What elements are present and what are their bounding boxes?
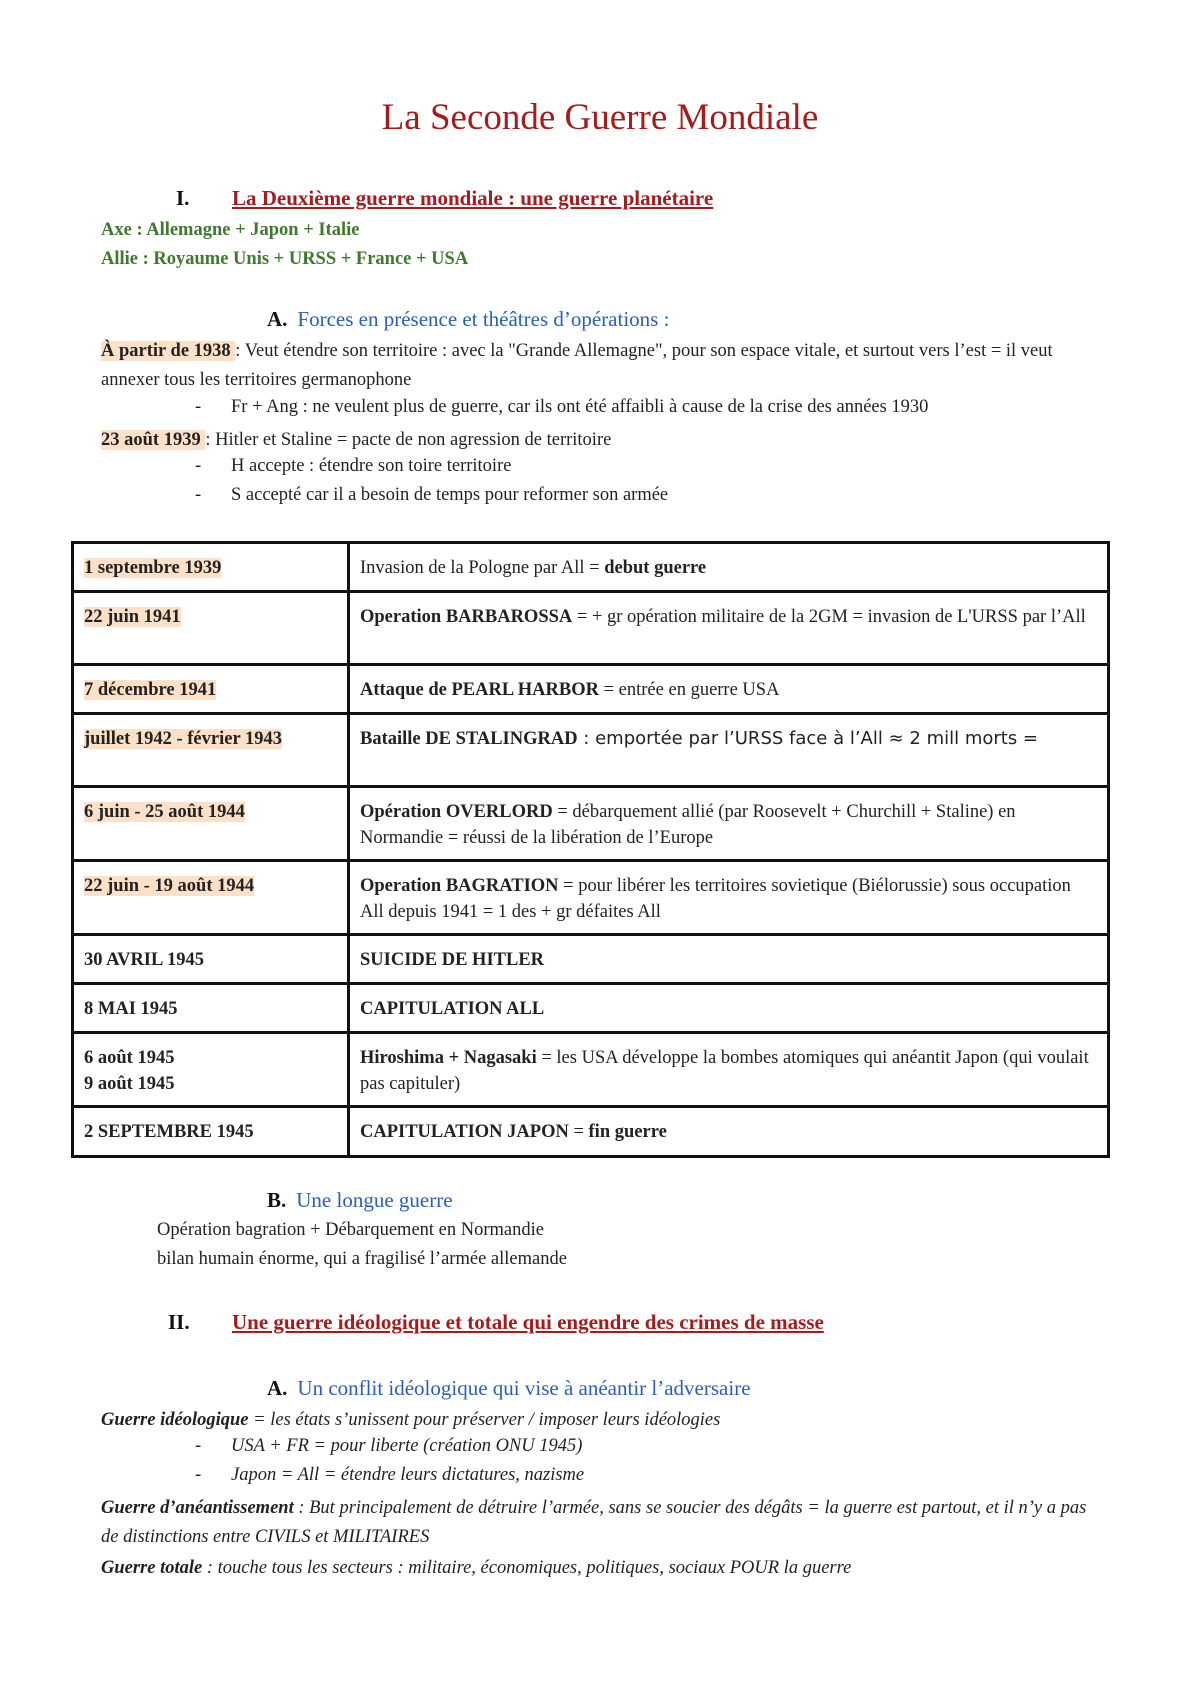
- table-date-cell: 8 MAI 1945: [73, 984, 349, 1033]
- paragraph-1938-text: : Veut étendre son territoire : avec la "Grande Allemagne", pour son espace vitale, et surtout vers l’est = il veut annexer tous les territoires germanophone: [101, 341, 1053, 390]
- table-desc-cell: [349, 592, 1109, 665]
- table-date: 1 septembre 1939: [84, 558, 222, 578]
- table-row: [73, 665, 1109, 714]
- table-date: 6 août 1945: [84, 1048, 175, 1068]
- table-desc-bold: Bataille DE STALINGRAD: [360, 729, 578, 749]
- table-row: [73, 714, 1109, 787]
- bullet-fr-ang-text: Fr + Ang : ne veulent plus de guerre, car ils ont été affaibli à cause de la crise des années 1930: [231, 397, 929, 417]
- bullet-dash: -: [195, 456, 202, 476]
- paragraph-1939-text: : Hitler et Staline = pacte de non agression de territoire: [205, 430, 612, 450]
- paragraph-1939: [101, 426, 1101, 455]
- subsection-1b-title: Une longue guerre: [296, 1188, 453, 1212]
- table-desc-text: = les USA développe la bombes atomiques qui anéantit Japon (qui voulait pas capituler): [360, 1048, 1089, 1094]
- table-row: [73, 592, 1109, 665]
- table-desc-cell: [349, 714, 1109, 787]
- table-desc-bold: debut guerre: [604, 558, 707, 578]
- paragraph-guerre-ideologique-text: = les états s’unissent pour préserver / imposer leurs idéologies: [248, 1410, 721, 1430]
- table-date: 22 juin - 19 août 1944: [84, 876, 255, 896]
- table-row: [73, 543, 1109, 592]
- subsection-1a-heading: [267, 307, 669, 332]
- paragraph-1938: [101, 337, 1101, 395]
- table-desc-bold: Opération OVERLORD: [360, 802, 553, 822]
- bullet-usa-fr-text: USA + FR = pour liberte (création ONU 1945): [231, 1436, 583, 1456]
- subsection-1b-heading: [267, 1188, 453, 1213]
- table-desc-text: = pour libérer les territoires sovietique (Biélorussie) sous occupation All depuis 1941 = 1 des + gr défaites All: [360, 876, 1071, 922]
- subsection-1b-line-2: bilan humain énorme, qui a fragilisé l’armée allemande: [157, 1249, 567, 1269]
- table-row: [73, 935, 1109, 984]
- paragraph-guerre-aneantissement-text: : But principalement de détruire l’armée, sans se soucier des dégâts = la guerre est partout, et il n’y a pas de distinctions entre CIVILS et MILITAIRES: [101, 1498, 1087, 1547]
- page-title: La Seconde Guerre Mondiale: [381, 97, 819, 138]
- table-desc-text: = + gr opération militaire de la 2GM = invasion de L'URSS par l’All: [572, 607, 1086, 627]
- table-date-cell: [73, 665, 349, 714]
- table-desc-text: =: [568, 1122, 589, 1142]
- subsection-1b-letter: B.: [267, 1188, 287, 1212]
- date-highlight-1939: 23 août 1939: [101, 430, 206, 450]
- table-desc-cell: [349, 665, 1109, 714]
- table-desc-bold: Hiroshima + Nagasaki: [360, 1048, 537, 1068]
- paragraph-guerre-totale-text: : touche tous les secteurs : militaire, économiques, politiques, sociaux POUR la guerre: [202, 1558, 852, 1578]
- paragraph-guerre-aneantissement: [101, 1494, 1101, 1552]
- term-guerre-ideologique: Guerre idéologique: [101, 1410, 249, 1430]
- table-desc-bold: Attaque de PEARL HARBOR: [360, 680, 599, 700]
- table-date-cell: [73, 714, 349, 787]
- subsection-2a-title: Un conflit idéologique qui vise à anéantir l’adversaire: [297, 1376, 751, 1400]
- subsection-2a-heading: [267, 1376, 751, 1401]
- bullet-dash: -: [195, 1465, 202, 1485]
- table-desc-cell: [349, 787, 1109, 861]
- bullet-hitler-text: H accepte : étendre son toire territoire: [231, 456, 512, 476]
- allies-line: Allie : Royaume Unis + URSS + France + USA: [101, 249, 469, 269]
- table-date: juillet 1942 - février 1943: [84, 729, 282, 749]
- table-date-2: 9 août 1945: [84, 1074, 175, 1094]
- paragraph-guerre-totale: [101, 1554, 1101, 1583]
- bullet-dash: -: [195, 397, 202, 417]
- table-date-cell: 2 SEPTEMBRE 1945: [73, 1107, 349, 1157]
- bullet-japon-text: Japon = All = étendre leurs dictatures, nazisme: [231, 1465, 585, 1485]
- table-desc-text: = entrée en guerre USA: [598, 680, 780, 700]
- section-2-number: II.: [168, 1310, 190, 1334]
- section-1-number: I.: [176, 186, 190, 210]
- table-desc-bold: CAPITULATION ALL: [360, 999, 545, 1019]
- table-date-cell: [73, 543, 349, 592]
- table-date-cell: [73, 787, 349, 861]
- section-1-title: La Deuxième guerre mondiale : une guerre planétaire: [232, 186, 714, 210]
- paragraph-guerre-ideologique: [101, 1406, 1101, 1435]
- table-date-cell: [73, 592, 349, 665]
- table-desc-bold: Operation BAGRATION: [360, 876, 559, 896]
- table-date: 22 juin 1941: [84, 607, 181, 627]
- term-guerre-totale: Guerre totale: [101, 1558, 203, 1578]
- term-guerre-aneantissement: Guerre d’anéantissement: [101, 1498, 294, 1518]
- table-row: [73, 1033, 1109, 1107]
- subsection-1a-title: Forces en présence et théâtres d’opérations :: [297, 307, 670, 331]
- table-date-cell: [73, 1033, 349, 1107]
- table-desc-text: = débarquement allié (par Roosevelt + Churchill + Staline) en Normandie = réussi de la libération de l’Europe: [360, 802, 1016, 848]
- axis-line: Axe : Allemagne + Japon + Italie: [101, 220, 360, 240]
- table-desc-cell: [349, 984, 1109, 1033]
- table-row: [73, 984, 1109, 1033]
- bullet-dash: -: [195, 1436, 202, 1456]
- table-desc-bold: Operation BARBAROSSA: [360, 607, 573, 627]
- section-2-title: Une guerre idéologique et totale qui engendre des crimes de masse: [232, 1310, 824, 1334]
- table-desc-cell: [349, 543, 1109, 592]
- table-desc-text: Invasion de la Pologne par All =: [360, 558, 605, 578]
- table-desc-bold: CAPITULATION JAPON: [360, 1122, 569, 1142]
- table-desc-cell: [349, 861, 1109, 935]
- table-desc-cell: [349, 1107, 1109, 1157]
- bullet-dash: -: [195, 485, 202, 505]
- table-date: 6 juin - 25 août 1944: [84, 802, 245, 822]
- table-desc-cell: [349, 1033, 1109, 1107]
- table-row: [73, 787, 1109, 861]
- table-date: 7 décembre 1941: [84, 680, 217, 700]
- table-desc-bold-2: fin guerre: [588, 1122, 667, 1142]
- table-date-cell: [73, 861, 349, 935]
- table-row: [73, 1107, 1109, 1157]
- table-desc-bold: SUICIDE DE HITLER: [360, 950, 545, 970]
- table-desc-text: : emportée par l’URSS face à l’All ≈ 2 mill morts =: [577, 728, 1039, 749]
- subsection-2a-letter: A.: [267, 1376, 288, 1400]
- subsection-1a-letter: A.: [267, 307, 288, 331]
- date-highlight-1938: À partir de 1938: [101, 341, 236, 361]
- timeline-table: [71, 541, 1110, 1158]
- bullet-staline-text: S accepté car il a besoin de temps pour reformer son armée: [231, 485, 669, 505]
- table-date-cell: 30 AVRIL 1945: [73, 935, 349, 984]
- table-row: [73, 861, 1109, 935]
- table-desc-cell: [349, 935, 1109, 984]
- subsection-1b-line-1: Opération bagration + Débarquement en Normandie: [157, 1220, 544, 1240]
